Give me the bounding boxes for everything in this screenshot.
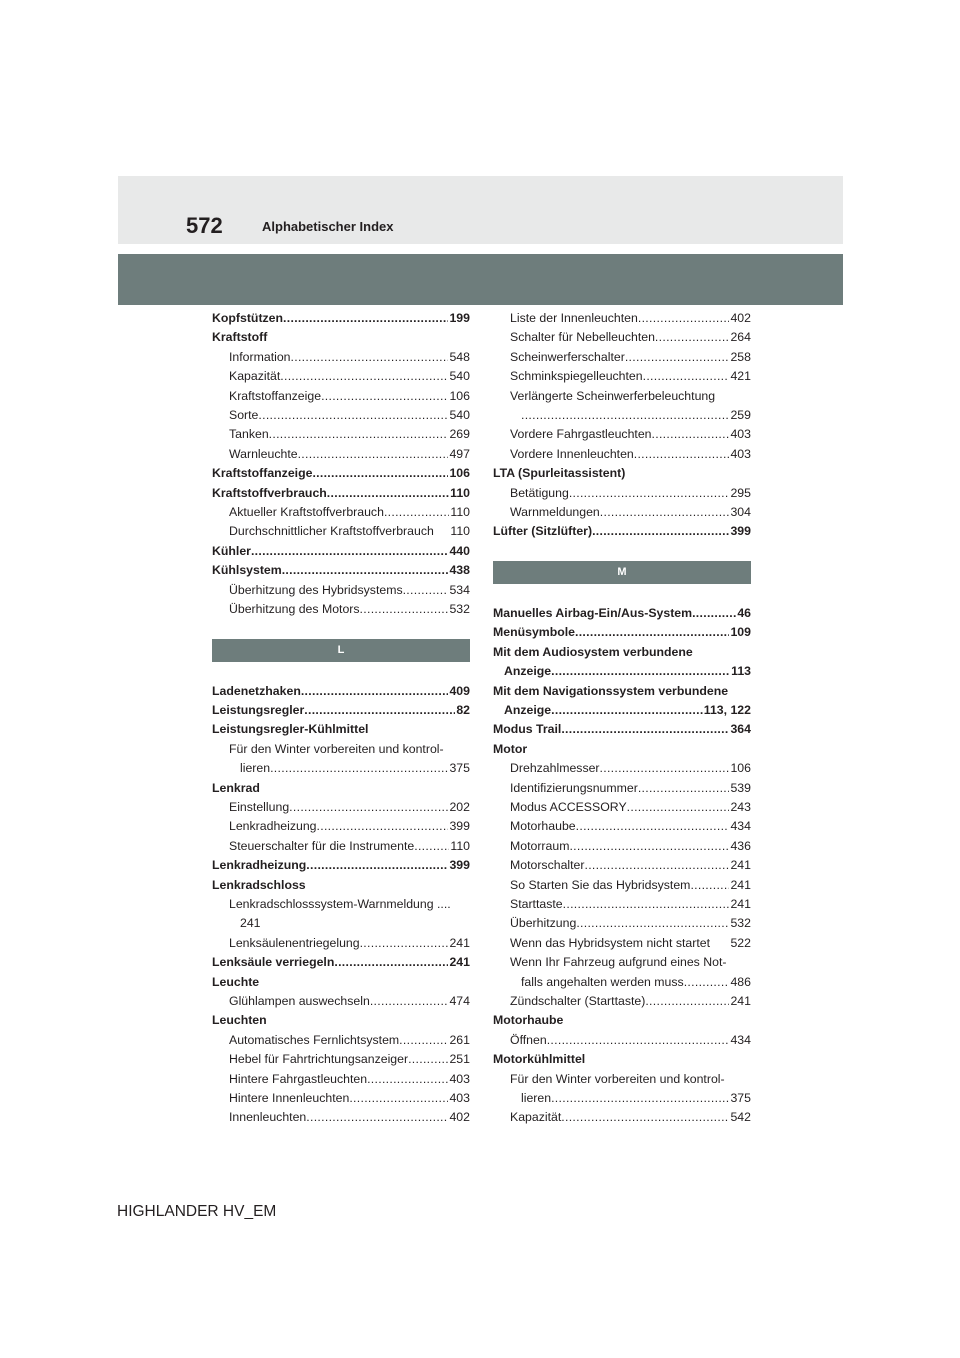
index-entry [493, 895, 751, 914]
index-entry [493, 387, 751, 406]
index-entry [493, 720, 751, 739]
entry-term: Schalter für Nebelleuchten [510, 330, 655, 345]
page-reference[interactable]: 474 [449, 994, 470, 1008]
page-reference[interactable]: 110 [450, 505, 470, 520]
dot-leader [384, 503, 449, 522]
entry-term: 241 [240, 916, 261, 931]
index-entry [212, 484, 470, 503]
page-reference[interactable]: 106 [730, 761, 751, 776]
index-entry [493, 328, 751, 347]
dot-leader [569, 837, 729, 856]
entry-term: Kapazität [229, 369, 281, 384]
dot-leader [645, 992, 729, 1011]
entry-term: Lenksäule verriegeln [212, 955, 335, 970]
index-entry [212, 464, 470, 483]
page-reference[interactable]: 548 [449, 349, 470, 364]
dot-leader [576, 914, 729, 933]
entry-term: Hintere Fahrgastleuchten [229, 1071, 368, 1086]
page-reference[interactable]: 539 [730, 780, 751, 795]
index-entry [212, 876, 470, 895]
entry-term: Information [229, 349, 291, 364]
page-reference[interactable]: 258 [730, 349, 751, 364]
index-entry [212, 914, 470, 933]
page-reference[interactable]: 403 [449, 1091, 470, 1106]
index-entry [212, 682, 470, 701]
page-reference[interactable]: 241 [730, 896, 751, 911]
entry-term: Schminkspiegelleuchten [510, 369, 643, 384]
index-entry [212, 1108, 470, 1127]
dot-leader [690, 876, 729, 895]
page-reference[interactable]: 402 [730, 311, 751, 325]
dot-leader [627, 798, 730, 817]
index-entry [212, 1070, 470, 1089]
index-entry [212, 798, 470, 817]
page-reference[interactable]: 109 [730, 625, 751, 640]
dot-leader [289, 798, 448, 817]
index-entry [212, 934, 470, 953]
entry-term: Sorte [229, 408, 259, 423]
index-entry [493, 522, 751, 541]
entry-term: Motor [493, 741, 528, 756]
header-bar [118, 254, 843, 305]
page-reference[interactable]: 243 [730, 799, 751, 814]
dot-leader [551, 701, 703, 720]
page-reference[interactable]: 113 [731, 664, 751, 679]
index-entry [212, 779, 470, 798]
dot-leader [652, 425, 730, 444]
section-title: Alphabetischer Index [262, 219, 394, 234]
index-entry [212, 328, 470, 347]
index-entry [493, 367, 751, 386]
dot-leader [321, 387, 448, 406]
dot-leader [551, 662, 730, 681]
index-entry [212, 740, 470, 759]
dot-leader [655, 328, 730, 347]
page-reference[interactable]: 304 [730, 505, 751, 520]
dot-leader [360, 600, 449, 619]
page-reference[interactable]: 241 [730, 858, 751, 873]
page-reference[interactable]: 241 [449, 955, 470, 970]
entry-term: Lenksäulenentriegelung [229, 935, 360, 950]
entry-term: Innenleuchten [229, 1110, 307, 1125]
dot-leader [585, 856, 730, 875]
index-entry [493, 759, 751, 778]
index-column-right [493, 309, 751, 1128]
page-number: 572 [186, 213, 223, 238]
entry-term: Motorhaube [510, 819, 576, 834]
entry-term: Kopfstützen [212, 311, 284, 325]
entry-term: Mit dem Navigationssystem verbundene [493, 683, 729, 698]
entry-term: falls angehalten werden muss [521, 974, 684, 989]
entry-term: Motorraum [510, 838, 570, 853]
index-entry [212, 561, 470, 580]
entry-term: So Starten Sie das Hybridsystem [510, 877, 691, 892]
letter-heading: L [212, 639, 470, 662]
dot-leader [304, 701, 455, 720]
page-reference[interactable]: 295 [730, 485, 751, 500]
page-reference[interactable]: 399 [449, 819, 470, 834]
entry-term: Lenkradschloss [212, 877, 306, 892]
dot-leader [403, 581, 449, 600]
index-entry [493, 1108, 751, 1127]
index-entry [493, 484, 751, 503]
index-entry [212, 600, 470, 619]
dot-leader [306, 1108, 448, 1127]
index-entry [493, 662, 751, 681]
index-entry [493, 464, 751, 483]
entry-term: Motorhaube [493, 1013, 564, 1028]
page-reference[interactable]: 534 [449, 582, 470, 597]
entry-term: Einstellung [229, 799, 290, 814]
entry-term: Kraftstoff [212, 330, 268, 345]
entry-term: Hintere Innenleuchten [229, 1091, 350, 1106]
dot-leader [301, 682, 449, 701]
page-reference[interactable]: 436 [730, 838, 751, 853]
dot-leader [561, 720, 729, 739]
entry-term: Lenkradheizung [212, 858, 307, 873]
index-entry [493, 503, 751, 522]
page-reference[interactable]: 542 [730, 1110, 751, 1125]
dot-leader [600, 759, 730, 778]
index-entry [493, 623, 751, 642]
dot-leader [306, 856, 448, 875]
page-reference[interactable]: 403 [730, 427, 751, 442]
entry-term: Überhitzung des Motors [229, 602, 360, 617]
entry-term: Überhitzung [510, 916, 577, 931]
index-entry [212, 1031, 470, 1050]
page-reference[interactable]: 403 [449, 1071, 470, 1086]
entry-term: Hebel für Fahrtrichtungsanzeiger [229, 1052, 409, 1067]
index-entry [212, 387, 470, 406]
index-entry [493, 914, 751, 933]
index-entry [493, 1031, 751, 1050]
index-entry [212, 503, 470, 522]
entry-term: Für den Winter vorbereiten und kontrol- [229, 741, 444, 756]
entry-term: Vordere Innenleuchten [510, 446, 634, 461]
page-reference[interactable]: 364 [730, 722, 751, 737]
entry-term: Manuelles Airbag-Ein/Aus-System [493, 605, 693, 620]
index-entry [212, 759, 470, 778]
index-entry [212, 973, 470, 992]
entry-term: LTA (Spurleitassistent) [493, 466, 626, 481]
index-entry [212, 720, 470, 739]
page-reference[interactable]: 486 [730, 974, 751, 989]
index-entry [493, 973, 751, 992]
index-entry [212, 1089, 470, 1108]
index-entry [212, 445, 470, 464]
entry-term: Ladenetzhaken [212, 683, 301, 698]
entry-term: Tanken [229, 427, 269, 442]
index-entry [493, 425, 751, 444]
model-footer: HIGHLANDER HV_EM [117, 1203, 277, 1220]
page-reference[interactable]: 438 [449, 563, 470, 578]
index-entry [493, 1050, 751, 1069]
page-reference[interactable]: 409 [449, 683, 470, 698]
entry-term: Glühlampen auswechseln [229, 994, 370, 1008]
entry-term: Aktueller Kraftstoffverbrauch [229, 505, 384, 520]
page-reference[interactable]: 110 [450, 838, 470, 853]
entry-term: Öffnen [510, 1032, 547, 1047]
entry-term: Leistungsregler-Kühlmittel [212, 722, 369, 737]
page-reference[interactable]: 375 [449, 761, 470, 776]
index-entry [493, 837, 751, 856]
entry-term: Anzeige [504, 664, 552, 679]
dot-leader [576, 817, 730, 836]
dot-leader [692, 604, 736, 623]
page-reference[interactable]: 106 [449, 388, 470, 403]
page-reference[interactable]: 434 [730, 819, 751, 834]
entry-term: Lenkradschlosssystem-Warnmeldung .... [229, 896, 451, 911]
entry-term: Scheinwerferschalter [510, 349, 625, 364]
page-reference[interactable]: 269 [449, 427, 470, 442]
index-entry [493, 309, 751, 328]
entry-term: Kapazität [510, 1110, 562, 1125]
dot-leader [575, 623, 729, 642]
index-entry [493, 1089, 751, 1108]
entry-term: Für den Winter vorbereiten und kontrol- [510, 1071, 725, 1086]
entry-term: Steuerschalter für die Instrumente [229, 838, 415, 853]
dot-leader [367, 1070, 448, 1089]
index-entry [493, 1011, 751, 1030]
dot-leader [282, 561, 449, 580]
dot-leader [408, 1050, 448, 1069]
index-entry [493, 604, 751, 623]
index-entry [493, 643, 751, 662]
entry-term: Leistungsregler [212, 702, 305, 717]
dot-leader [414, 837, 449, 856]
page-reference[interactable]: 375 [730, 1091, 751, 1106]
header-band [118, 176, 843, 244]
entry-term: lieren [240, 761, 271, 776]
index-entry [212, 1011, 470, 1030]
dot-leader [360, 934, 449, 953]
dot-leader [317, 817, 449, 836]
dot-leader [563, 895, 730, 914]
dot-leader [625, 348, 730, 367]
dot-leader [684, 973, 730, 992]
dot-leader [312, 464, 448, 483]
dot-leader [569, 484, 730, 503]
index-entry [212, 522, 470, 541]
dot-leader [251, 542, 449, 561]
page-reference[interactable]: 46 [737, 605, 751, 620]
index-entry [212, 1050, 470, 1069]
index-entry [212, 701, 470, 720]
page-reference[interactable]: 251 [449, 1052, 470, 1067]
entry-term: Leuchten [212, 1013, 267, 1028]
dot-leader [258, 406, 448, 425]
dot-leader [280, 367, 448, 386]
index-entry [493, 682, 751, 701]
dot-leader [551, 1089, 729, 1108]
index-entry [493, 876, 751, 895]
page-reference[interactable]: 259 [730, 408, 751, 423]
dot-leader [298, 445, 449, 464]
index-entry [212, 895, 470, 914]
entry-term: Betätigung [510, 485, 569, 500]
entry-term: Durchschnittlicher Kraftstoffverbrauch [229, 524, 434, 539]
index-entry [212, 817, 470, 836]
entry-term: Motorschalter [510, 858, 585, 873]
letter-heading: M [493, 561, 751, 584]
entry-term: Vordere Fahrgastleuchten [510, 427, 652, 442]
entry-term: Wenn das Hybridsystem nicht startet [510, 935, 711, 950]
dot-leader [327, 484, 449, 503]
dot-leader [334, 953, 448, 972]
index-entry [212, 367, 470, 386]
page-reference[interactable]: 522 [730, 935, 751, 950]
page-reference[interactable]: 82 [456, 702, 470, 717]
entry-term: Kraftstoffanzeige [212, 466, 313, 481]
page-reference[interactable]: 110 [450, 485, 470, 500]
index-entry [212, 581, 470, 600]
dot-leader [638, 779, 730, 798]
dot-leader [592, 522, 729, 541]
dot-leader [561, 1108, 729, 1127]
index-entry [212, 542, 470, 561]
index-entry [212, 309, 470, 328]
index-entry [493, 406, 751, 425]
dot-leader [283, 309, 448, 328]
page-reference[interactable]: 497 [449, 446, 470, 461]
index-entry [493, 817, 751, 836]
entry-term: Mit dem Audiosystem verbundene [493, 644, 693, 659]
index-entry [212, 837, 470, 856]
index-entry [212, 856, 470, 875]
index-entry [493, 779, 751, 798]
entry-term: Lenkrad [212, 780, 260, 795]
dot-leader [643, 367, 730, 386]
entry-term: Lenkradheizung [229, 819, 317, 834]
entry-term: Zündschalter (Starttaste) [510, 994, 646, 1008]
dot-leader [370, 992, 449, 1011]
entry-term: Drehzahlmesser [510, 761, 600, 776]
page-reference[interactable]: 261 [449, 1032, 470, 1047]
page-reference[interactable]: 202 [449, 799, 470, 814]
entry-term: Modus Trail [493, 722, 562, 737]
dot-leader [521, 406, 729, 425]
index-entry [493, 740, 751, 759]
page-reference[interactable]: 106 [449, 466, 470, 481]
entry-term: Warnmeldungen [510, 505, 600, 520]
page-reference[interactable]: 540 [449, 408, 470, 423]
entry-term: Anzeige [504, 702, 552, 717]
index-entry [493, 701, 751, 720]
dot-leader [269, 425, 449, 444]
entry-term: Kühlsystem [212, 563, 282, 578]
index-entry [493, 348, 751, 367]
page-reference[interactable]: 241 [730, 994, 751, 1008]
index-entry [212, 406, 470, 425]
page-reference[interactable]: 399 [449, 858, 470, 873]
entry-term: Kraftstoffverbrauch [212, 485, 327, 500]
page-reference[interactable]: 264 [730, 330, 751, 345]
page-reference[interactable]: 241 [449, 935, 470, 950]
index-entry [493, 856, 751, 875]
entry-term: Kraftstoffanzeige [229, 388, 322, 403]
index-entry [212, 953, 470, 972]
entry-term: Identifizierungsnummer [510, 780, 638, 795]
page-reference[interactable]: 434 [730, 1032, 751, 1047]
entry-term: Motorkühlmittel [493, 1052, 586, 1067]
entry-term: Leuchte [212, 974, 260, 989]
dot-leader [634, 445, 730, 464]
index-entry [493, 1070, 751, 1089]
index-entry [493, 934, 751, 953]
page-reference[interactable]: 532 [730, 916, 751, 931]
page-reference[interactable]: 110 [450, 524, 470, 539]
index-entry [212, 348, 470, 367]
entry-term: lieren [521, 1091, 552, 1106]
entry-term: Wenn Ihr Fahrzeug aufgrund eines Not- [510, 955, 727, 970]
dot-leader [291, 348, 449, 367]
page-reference[interactable]: 241 [730, 877, 751, 892]
entry-term: Verlängerte Scheinwerferbeleuchtung [510, 388, 716, 403]
entry-term: Kühler [212, 543, 251, 558]
dot-leader [349, 1089, 448, 1108]
index-column-left [212, 309, 470, 1128]
entry-term: Lüfter (Sitzlüfter) [493, 524, 593, 539]
index-entry [493, 992, 751, 1011]
page-reference[interactable]: 421 [730, 369, 751, 384]
entry-term: Menüsymbole [493, 625, 575, 640]
entry-term: Starttaste [510, 896, 563, 911]
dot-leader [399, 1031, 448, 1050]
entry-term: Überhitzung des Hybridsystems [229, 582, 403, 597]
page-reference[interactable]: 540 [449, 369, 470, 384]
page-reference[interactable]: 403 [730, 446, 751, 461]
entry-term: Modus ACCESSORY [510, 799, 627, 814]
index-entry [493, 445, 751, 464]
index-entry [212, 992, 470, 1011]
page-reference[interactable]: 532 [449, 602, 470, 617]
page-reference[interactable]: 440 [449, 543, 470, 558]
dot-leader [638, 309, 730, 328]
index-entry [493, 798, 751, 817]
page-reference[interactable]: 399 [730, 524, 751, 539]
dot-leader [600, 503, 730, 522]
index-entry [493, 953, 751, 972]
entry-term: Liste der Innenleuchten [510, 311, 638, 325]
index-entry [212, 425, 470, 444]
page-reference[interactable]: 113, 122 [703, 702, 751, 717]
page-reference[interactable]: 199 [449, 311, 470, 325]
dot-leader [547, 1031, 730, 1050]
page-reference[interactable]: 402 [449, 1110, 470, 1125]
entry-term: Automatisches Fernlichtsystem [229, 1032, 400, 1047]
entry-term: Warnleuchte [229, 446, 298, 461]
dot-leader [270, 759, 448, 778]
